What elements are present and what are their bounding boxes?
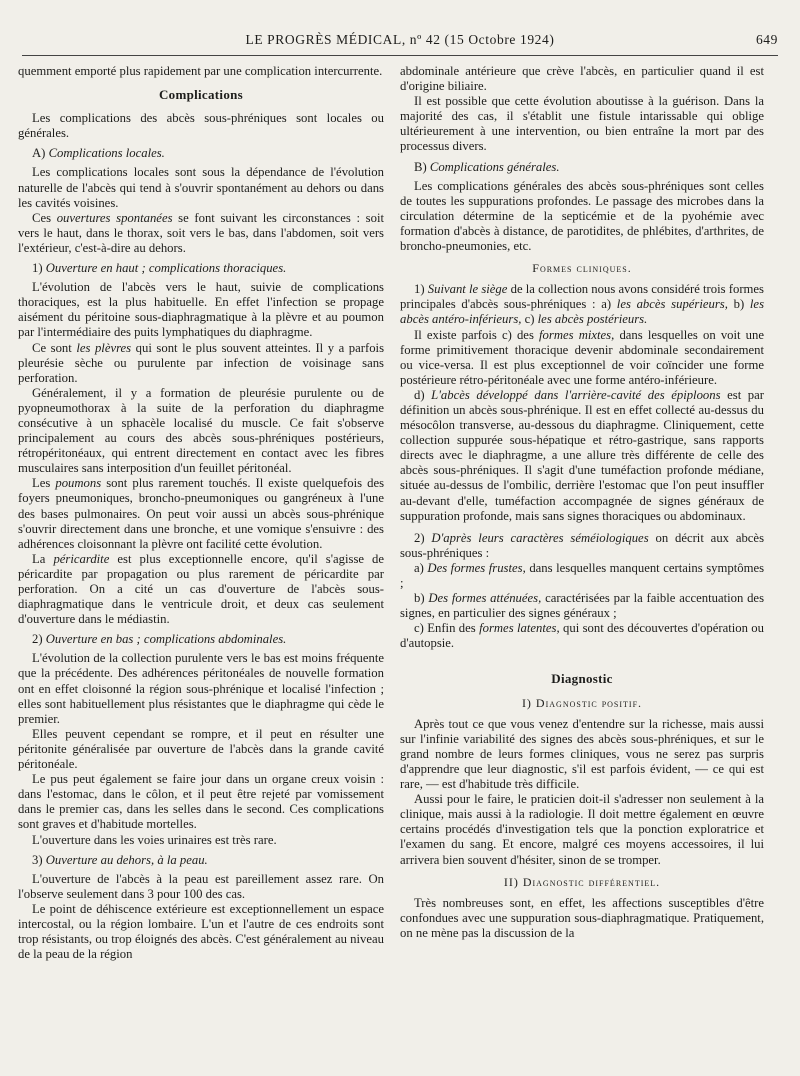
running-title: LE PROGRÈS MÉDICAL, nº 42 (15 Octobre 1924) — [245, 32, 555, 47]
paragraph: Les complications locales sont sous la dépendance de l'évolution naturelle de l'abcès qui tend à s'ouvrir spontanément au dehors ou dans les cavités voisines. — [18, 165, 384, 210]
page-number: 649 — [755, 32, 778, 47]
paragraph: Généralement, il y a formation de pleurésie purulente ou de pyopneumothorax à la suite de la perforation du diaphragme consécutive à un sphacèle localisé du muscle. Ce fait s'observe principalement au cours des abcès sous-phréniques postérieurs, rétropéritonéaux, qui entrent directement en contact avec les fibres musculaires sans interposition d'un feuillet péritonéal. — [18, 385, 384, 476]
paragraph: 1) Suivant le siège de la collection nous avons considéré trois formes principales d'abcès sous-phréniques : a) les abcès supérieurs, b) les abcès antéro-inférieurs, c) les abcès postérieurs. — [400, 282, 764, 327]
paragraph: Il est possible que cette évolution aboutisse à la guérison. Dans la majorité des cas, il s'établit une fistule intarissable qui oblige ultérieurement à une intervention, ou bien entraîne la mort par des processus divers. — [400, 94, 764, 154]
paragraph: Les complications générales des abcès sous-phréniques sont celles de toutes les suppurations profondes. Le passage des microbes dans la circulation détermine de la septicémie et de la pyohémie avec formation d'abcès à distance, de parotidites, de phlébites, d'arthrites, de broncho-pneumonies, etc. — [400, 178, 764, 254]
subheading: 1) Ouverture en haut ; complications thoraciques. — [32, 261, 287, 276]
paragraph: Les poumons sont plus rarement touchés. Il existe quelquefois des foyers pneumoniques, broncho-pneumoniques ou gangréneux à l'une des bases pulmonaires. On peut voir aussi un abcès sous-phrénique s'ouvrir directement dans une bronche, et une vomique s'ensuivre : des adhérences cloisonnant la plèvre ont facilité cette évolution. — [18, 476, 384, 551]
left-column — [18, 64, 384, 1064]
subsection-heading-diagnostic-differentiel: II) Diagnostic différentiel. — [503, 874, 661, 889]
right-column — [400, 64, 764, 1064]
section-heading-complications: Complications — [158, 87, 244, 103]
paragraph: Ce sont les plèvres qui sont le plus souvent atteintes. Il y a parfois pleurésie sèche ou purulente par infection de voisinage sans perforation. — [18, 340, 384, 385]
paragraph: a) Des formes frustes, dans lesquelles manquent certains symptômes ; — [400, 560, 764, 590]
paragraph: Il existe parfois c) des formes mixtes, dans lesquelles on voit une forme primitivement thoracique devenir abdominale secondairement ou vice-versa. Il est plus exceptionnel de voir coïncider une forme postérieure rétro-péritonéale avec une forme antéro-inférieure. — [400, 327, 764, 387]
paragraph: Le pus peut également se faire jour dans un organe creux voisin : dans l'estomac, dans le côlon, et il peut être rejeté par vomissement dans le premier cas, dans les selles dans le second. Ces complications sont graves et d'habitude mortelles. — [18, 772, 384, 832]
paragraph: Aussi pour le faire, le praticien doit-il s'adresser non seulement à la clinique, mais aussi à la radiologie. Il doit mettre également en œuvre certains procédés d'investigation tels que la ponction exploratrice et l'examen du sang. Et encore, malgré ces moyens accessoires, il lui arrivera bien souvent d'hésiter, sinon de se tromper. — [400, 792, 764, 867]
paragraph: Très nombreuses sont, en effet, les affections susceptibles d'être confondues avec une suppuration sous-diaphragmatique. Pratiquement, on ne mène pas la discussion de la — [400, 895, 764, 940]
subheading: B) Complications générales. — [414, 159, 560, 174]
paragraph: Après tout ce que vous venez d'entendre sur la richesse, mais aussi sur l'infinie variabilité des signes des abcès sous-phréniques, et sur le grand nombre de leurs formes cliniques, vous ne serez pas surpris d'apprendre que leur diagnostic, s'il est parfois évident, — ce qui est rare, — est d'habitude très difficile. — [400, 716, 764, 792]
paragraph: L'évolution de la collection purulente vers le bas est moins fréquente que la précédente. Des adhérences péritonéales de nouvelle formation ont en effet cloisonné la région sous-phrénique et localisé l'infection ; elles sont habituellement plus résistantes que le diaphragme qui cède le premier. — [18, 651, 384, 726]
section-heading-diagnostic: Diagnostic — [551, 671, 613, 687]
paragraph: c) Enfin des formes latentes, qui sont des découvertes d'opération ou d'autopsie. — [400, 621, 764, 651]
subheading: 2) Ouverture en bas ; complications abdominales. — [32, 632, 287, 647]
section-heading-formes-cliniques: Formes cliniques. — [532, 261, 632, 276]
running-header — [22, 32, 778, 54]
paragraph: quemment emporté plus rapidement par une complication intercurrente. — [18, 64, 383, 78]
paragraph: d) L'abcès développé dans l'arrière-cavité des épiploons est par définition un abcès sous-phrénique. Il est en effet collecté au-dessus du mésocôlon transverse, au-dessous du diaphragme. Cliniquement, cette collection suppurée sous-hépatique et rétro-gastrique, sans rapports directs avec le diaphragme, a une allure très différente de celle des abcès sous-phréniques. Il s'agit d'une tuméfaction profonde médiane, située au-dessus de l'ombilic, derrière l'estomac que l'on peut insuffler au-devant d'elle, tuméfaction accompagnée de signes généraux de suppuration profonde, mais sans signes thoraciques ou abdominaux. — [400, 387, 764, 523]
paragraph: Les complications des abcès sous-phréniques sont locales ou générales. — [18, 111, 384, 141]
paragraph: Elles peuvent cependant se rompre, et il peut en résulter une péritonite généralisée par ouverture de l'abcès dans la grande cavité péritonéale. — [18, 726, 384, 772]
paragraph: abdominale antérieure que crève l'abcès, en particulier quand il est d'origine biliaire. — [400, 64, 764, 94]
subsection-heading-diagnostic-positif: I) Diagnostic positif. — [521, 695, 643, 710]
paragraph: L'évolution de l'abcès vers le haut, suivie de complications thoraciques, est la plus habituelle. En effet l'infection se propage aisément du péritoine sous-diaphragmatique à la plèvre et au poumon par l'intermédiaire des puits lymphatiques du diaphragme. — [18, 280, 384, 340]
paragraph: L'ouverture de l'abcès à la peau est pareillement assez rare. On l'observe seulement dans 3 pour 100 des cas. — [18, 871, 384, 901]
subheading: A) Complications locales. — [32, 146, 165, 161]
paragraph: b) Des formes atténuées, caractérisées par la faible accentuation des signes, en particulier des signes généraux ; — [400, 591, 764, 621]
paragraph: La péricardite est plus exceptionnelle encore, qu'il s'agisse de péricardite par propagation ou plus rarement de péricardite par perforation. On a cité un cas d'ouverture de l'abcès sous-diaphragmatique dans le ventricule droit, et deux cas seulement d'ouverture dans le médiastin. — [18, 551, 384, 627]
header-rule — [22, 55, 778, 56]
paragraph: L'ouverture dans les voies urinaires est très rare. — [32, 832, 277, 847]
paragraph: Ces ouvertures spontanées se font suivant les circonstances : soit vers le haut, dans le thorax, soit vers le bas, dans l'abdomen, soit vers l'extérieur, c'est-à-dire au dehors. — [18, 210, 384, 255]
paragraph: Le point de déhiscence extérieure est exceptionnellement un espace intercostal, ou la région lombaire. L'un et l'autre de ces endroits sont trop résistants, ou trop éloignés des abcès. C'est généralement au niveau de la peau de la région — [18, 901, 384, 962]
subheading: 3) Ouverture au dehors, à la peau. — [32, 852, 208, 867]
paragraph: 2) D'après leurs caractères séméiologiques on décrit aux abcès sous-phréniques : — [400, 530, 764, 560]
